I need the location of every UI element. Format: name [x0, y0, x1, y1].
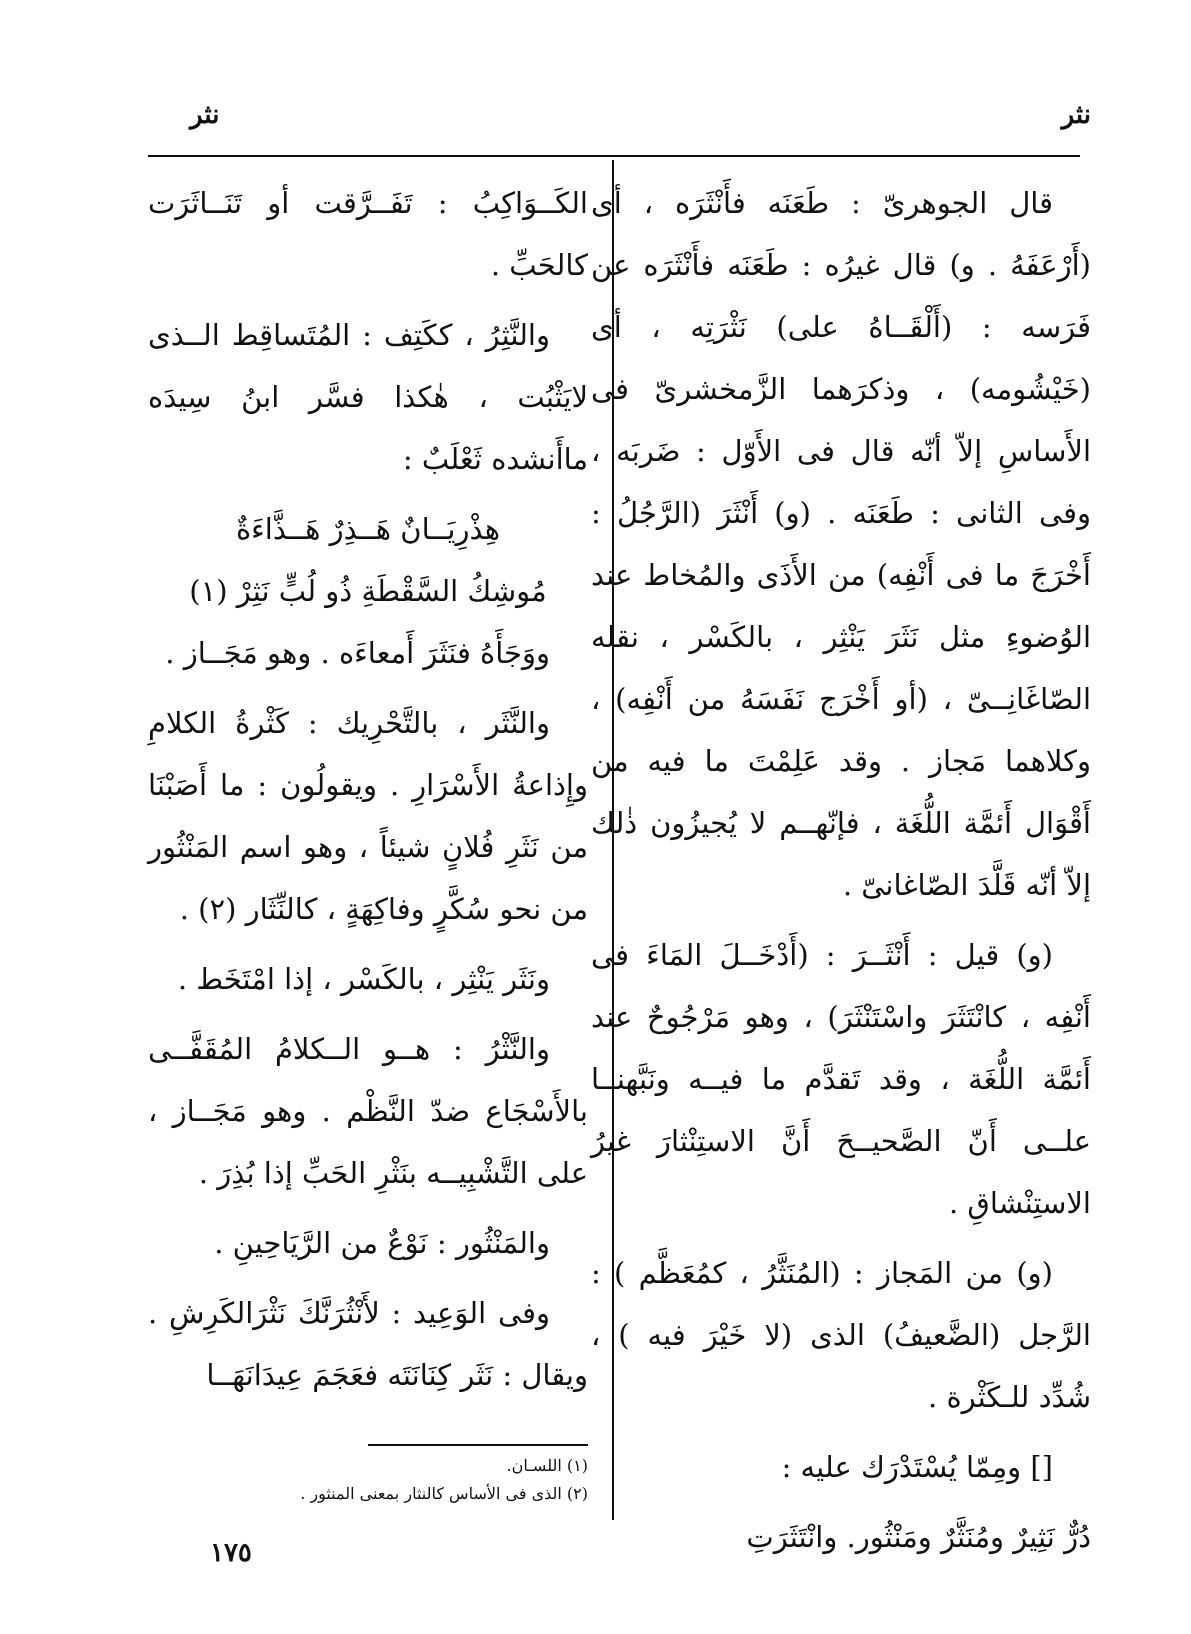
- paragraph: والنَّثِرُ ، ككَتِف : المُتَساقِط الــذى لايَثْبُت ، هٰكذا فسَّر ابنُ سِيدَه ماأَنشده ثَعْلَبٌ :: [148, 318, 588, 476]
- footnotes: [148, 1452, 588, 1508]
- paragraph: والنَّثَر ، بالتَّحْرِيك : كَثْرةُ الكلامِ وإِذاعةُ الأَسْرَارِ . ويقولُون : ما أَصَبْنَا من نَثَرِ فُلانٍ شيئاً ، وهو اسم المَنْثُور من نحو سُكَّرٍ وفاكِهَةٍ ، كالنِّثَار (٢) .: [148, 706, 588, 926]
- paragraph: قال الجوهرىّ : طَعَنَه فأَنْثَرَه ، أى (أَرْعَفَهُ . و) قال غيرُه : طَعَنَه فأَنْثَرَه عن فَرَسه : (أَلْقَــاهُ على) نَثْرَتِه ، أى (خَيْشُومه) ، وذكرَهما الزَّمخشرىّ فى الأَساسِ إلاّ أنّه قال فى الأَوّل : ضَربَه ، وفى الثانى : طَعَنَه . (و) أَنْثَرَ (الرَّجُلُ : أَخْرَجَ ما فى أَنْفِه) من الأَذَى والمُخاط عند الوُضوءِ مثل نَثَرَ يَنْثِر ، بالكَسْر ، نقله الصّاغَانِــىّ ، (أو أَخْرَج نَفَسَهُ من أَنْفِه) ، وكلاهما مَجاز . وقد عَلِمْتَ ما فيه من أَقْوَال أَئمَّة اللُّغَة ، فإنّهــم لا يُجيزُون ذٰلك إلاّ أنّه قَلَّدَ الصّاغانىّ .: [591, 186, 1091, 902]
- left-column: [148, 172, 588, 1414]
- paragraph: (و) قيل : أَنْثَــرَ : (أَدْخَــلَ المَاءَ فى أَنْفِه ، كانْتَثَرَ واسْتَنْثَرَ) ، وهو مَرْجُوحٌ عند أَئمَّة اللُّغَة ، وقد تَقدَّم ما فيــه ونَبَّهنــا علــى أَنّ الصَّحيــحَ أَنَّ الاستِنْثارَ غيرُ الاستِنْشاقِ .: [591, 938, 1091, 1220]
- paragraph: (و) من المَجاز : (المُنَثَّرُ ، كمُعَظَّم ) : الرَّجل (الضَّعيفُ) الذى (لا خَيْرَ فيه ) ، شُدِّد للـكَثْرة .: [591, 1256, 1091, 1414]
- paragraph: والمَنْثُور : نَوْعٌ من الرَّيَاحِينِ .: [214, 1226, 550, 1260]
- verse-line: هِذْرِيَــانٌ هَــذِرٌ هَــذَّاءَةٌ: [235, 512, 501, 546]
- paragraph: والنَّثْرُ : هــو الــكلامُ المُقَفَّــى بالأَسْجَاع ضدّ النَّظْم . وهو مَجَــاز ، على التَّشْبِيــه بنَثْرِ الحَبِّ إذا بُذِرَ .: [148, 1032, 588, 1190]
- footnote: (٢) الذى فى الأساس كالنثار بمعنى المنثور .: [300, 1484, 588, 1503]
- paragraph: وفى الوَعِيد : لأَنْثُرَنَّكَ نَثْرَالكَرِشِ . ويقال : نَثَر كِنَانَتَه فعَجَمَ عِيدَانَهَــا: [148, 1296, 588, 1392]
- footnote-rule: [368, 1444, 588, 1446]
- right-column: [591, 172, 1091, 1576]
- footnote: (١) اللسـان.: [506, 1456, 588, 1475]
- verse-line: مُوشِكُ السَّقْطَةِ ذُو لُبٍّ نَثِرْ (١): [189, 574, 547, 608]
- header-word-left: نثر: [190, 100, 220, 130]
- paragraph: [] ومِمّا يُسْتَدْرَك عليه :: [781, 1450, 1053, 1484]
- paragraph: الكَــوَاكِبُ : تَفَــرَّقت أو تَنَــاثَرَت كالحَبِّ .: [148, 186, 588, 282]
- paragraph: ونَثَر يَنْثِر ، بالكَسْر ، إذا امْتَخَط .: [177, 962, 550, 996]
- paragraph: دُرٌّ نَثِيرٌ ومُنَثَّرٌ ومَنْثُور. وانْتَثَرَتِ: [746, 1520, 1091, 1554]
- paragraph: ووَجَأَهُ فنَثَرَ أَمعاءَه . وهو مَجَــاز .: [165, 636, 550, 670]
- page-number: ١٧٥: [210, 1538, 252, 1568]
- header-rule: [148, 155, 1080, 157]
- header-word-right: نثر: [1061, 100, 1091, 130]
